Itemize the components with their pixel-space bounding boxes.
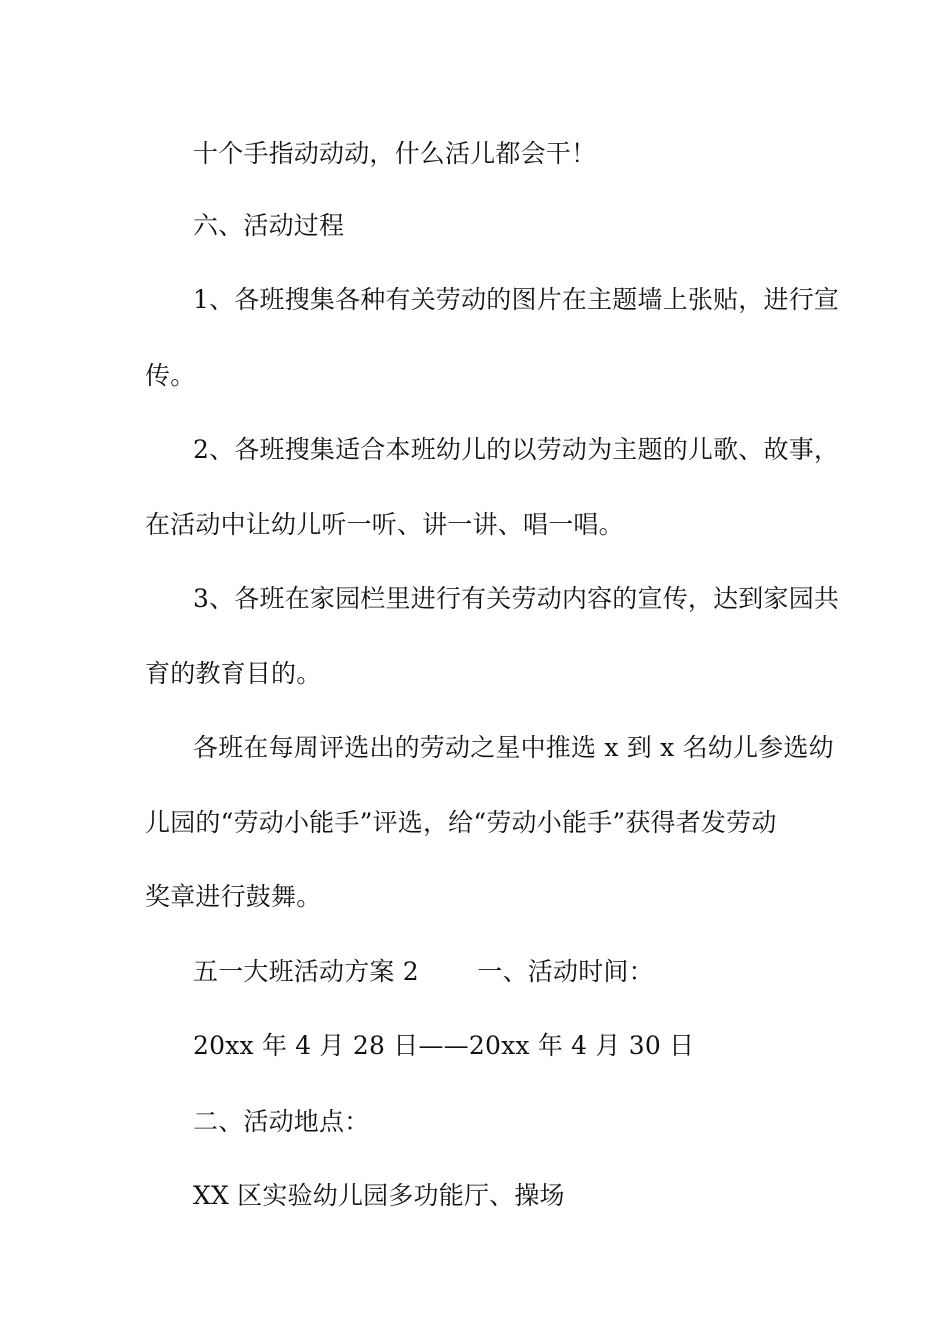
- paragraph-line: 2、各班搜集适合本班幼儿的以劳动为主题的儿歌、故事，: [193, 435, 840, 464]
- paragraph-line: 传。: [145, 361, 196, 390]
- paragraph-line: 各班在每周评选出的劳动之星中推选 x 到 x 名幼儿参选幼: [193, 733, 834, 762]
- paragraph-line: 在活动中让幼儿听一听、讲一讲、唱一唱。: [145, 510, 624, 539]
- paragraph-line: 育的教育目的。: [145, 659, 322, 688]
- paragraph-line: 十个手指动动动，什么活儿都会干！: [193, 139, 597, 168]
- section-heading: 五一大班活动方案 2 一、活动时间：: [193, 957, 654, 986]
- paragraph-line: XX 区实验幼儿园多功能厅、操场: [193, 1181, 565, 1210]
- section-heading: 六、活动过程: [193, 211, 345, 240]
- section-heading: 二、活动地点：: [193, 1107, 370, 1136]
- paragraph-line: 奖章进行鼓舞。: [145, 882, 322, 911]
- paragraph-line: 1、各班搜集各种有关劳动的图片在主题墙上张贴，进行宣: [193, 285, 840, 314]
- paragraph-line: 20xx 年 4 月 28 日——20xx 年 4 月 30 日: [193, 1031, 695, 1060]
- paragraph-line: 3、各班在家园栏里进行有关劳动内容的宣传，达到家园共: [193, 584, 840, 613]
- paragraph-line: 儿园的“劳动小能手”评选，给“劳动小能手”获得者发劳动: [145, 808, 777, 837]
